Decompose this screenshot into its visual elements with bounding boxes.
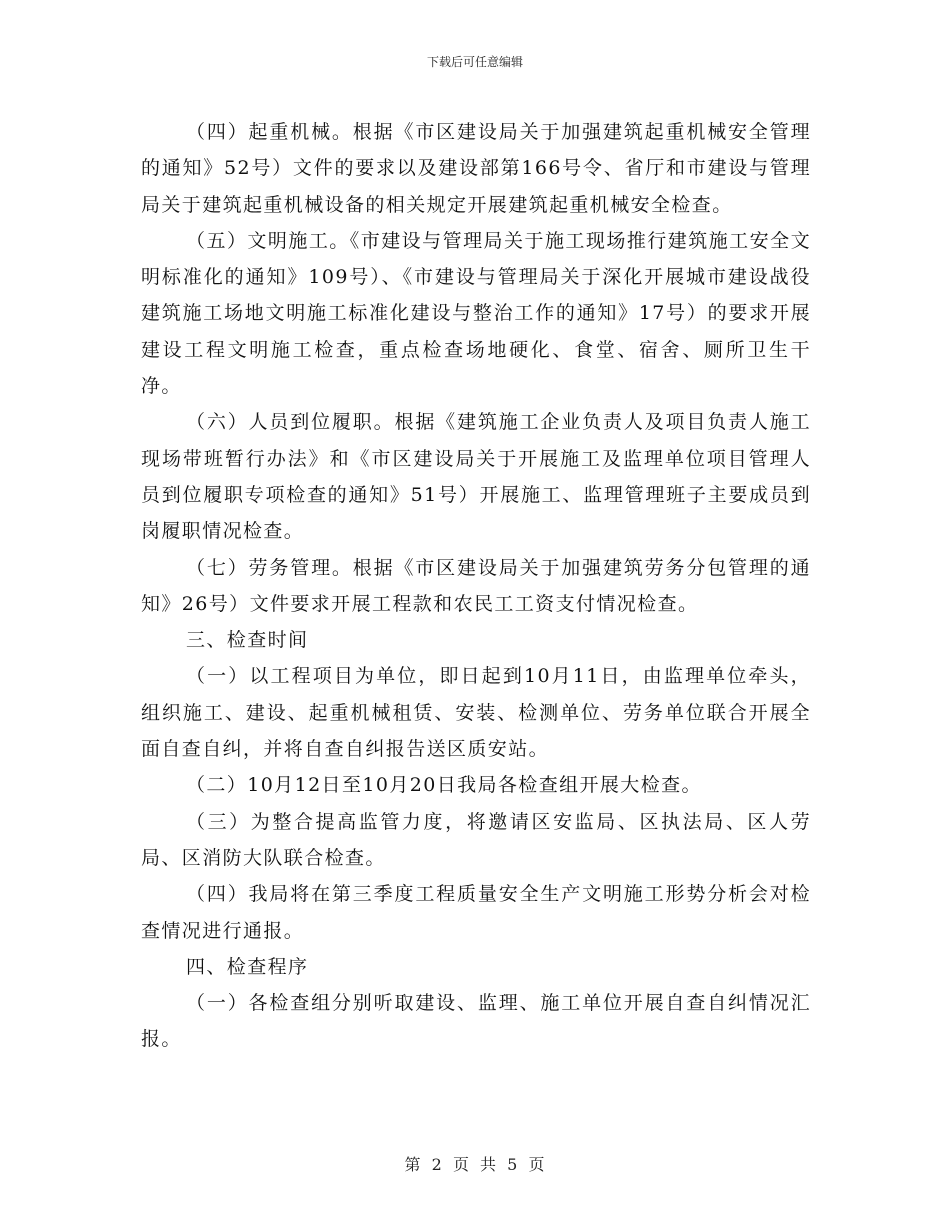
total-page-count: 5 — [507, 1155, 519, 1174]
footer-total-prefix: 共 — [480, 1155, 498, 1174]
paragraph-hear-reports: （一）各检查组分别听取建设、监理、施工单位开展自查自纠情况汇报。 — [141, 992, 811, 1051]
paragraph-joint-inspection: （三）为整合提高监管力度，将邀请区安监局、区执法局、区人劳局、区消防大队联合检查。 — [141, 810, 811, 869]
page-footer — [0, 1155, 950, 1175]
paragraph-civilized-construction: （五）文明施工。《市建设与管理局关于施工现场推行建筑施工安全文明标准化的通知》109号）、《市建设与管理局关于深化开展城市建设战役建筑施工场地文明施工标准化建设与整治工作的通知》17号）的要求开展建设工程文明施工检查，重点检查场地硬化、食堂、宿舍、厕所卫生干净。 — [141, 229, 811, 398]
paragraph-self-inspection: （一）以工程项目为单位，即日起到10月11日，由监理单位牵头，组织施工、建设、起重机械租赁、安装、检测单位、劳务单位联合开展全面自查自纠，并将自查自纠报告送区质安站。 — [141, 665, 811, 761]
paragraph-personnel-duty: （六）人员到位履职。根据《建筑施工企业负责人及项目负责人施工现场带班暂行办法》和《市区建设局关于开展施工及监理单位项目管理人员到位履职专项检查的通知》51号）开展施工、监理管理班子主要成员到岗履职情况检查。 — [141, 411, 811, 543]
paragraph-report-results: （四）我局将在第三季度工程质量安全生产文明施工形势分析会对检查情况进行通报。 — [141, 883, 811, 942]
paragraph-bureau-inspection: （二）10月12日至10月20日我局各检查组开展大检查。 — [186, 774, 702, 797]
page-header-note: 下载后可任意编辑 — [426, 55, 523, 69]
document-body — [141, 114, 811, 1058]
footer-total-unit: 页 — [528, 1155, 546, 1174]
paragraph-labor-management: （七）劳务管理。根据《市区建设局关于加强建筑劳务分包管理的通知》26号）文件要求开展工程款和农民工工资支付情况检查。 — [141, 556, 811, 615]
section-heading-inspection-time: 三、检查时间 — [186, 629, 309, 652]
section-heading-inspection-procedure: 四、检查程序 — [186, 955, 309, 978]
paragraph-lifting-machinery: （四）起重机械。根据《市区建设局关于加强建筑起重机械安全管理的通知》52号）文件的要求以及建设部第166号令、省厅和市建设与管理局关于建筑起重机械设备的相关规定开展建筑起重机械安全检查。 — [141, 121, 811, 216]
footer-page-unit: 页 — [452, 1155, 470, 1174]
current-page-number: 2 — [431, 1155, 443, 1174]
footer-prefix: 第 — [404, 1155, 422, 1174]
